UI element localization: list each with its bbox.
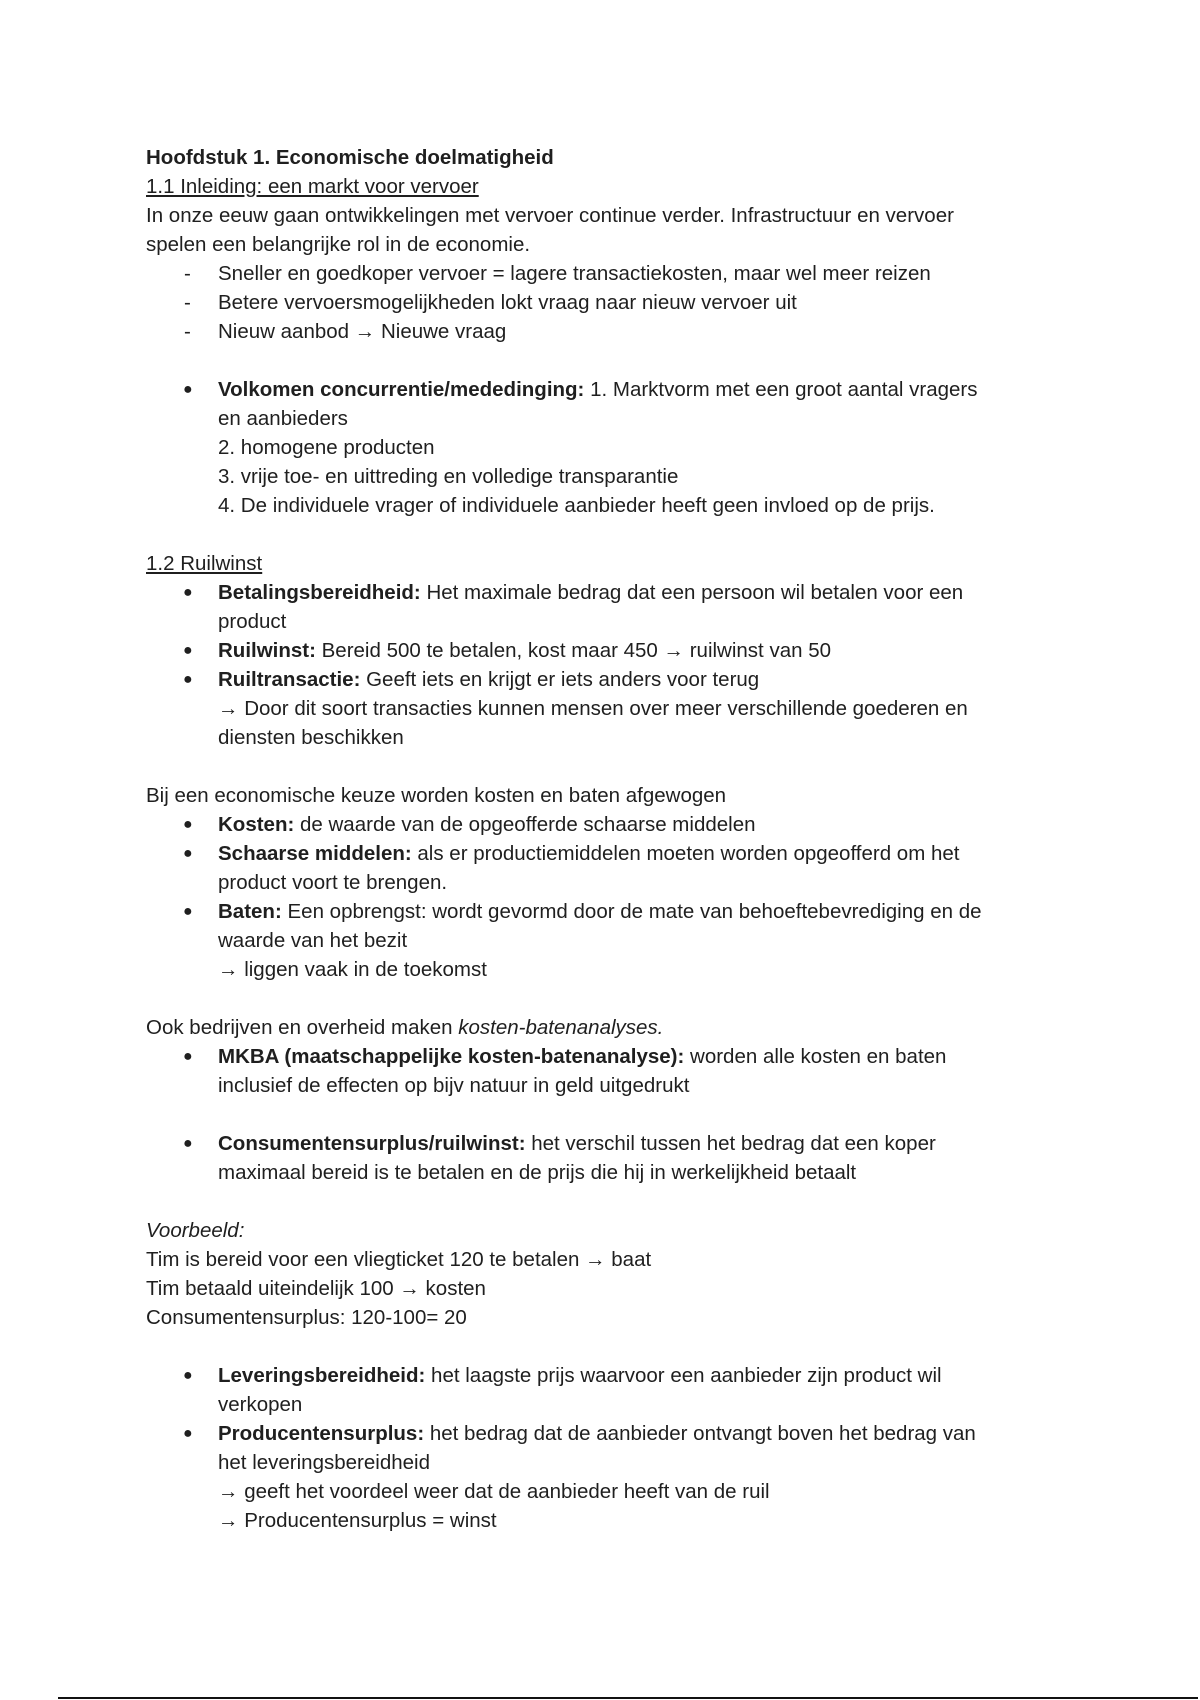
term-mkba: MKBA (maatschappelijke kosten-batenanalyse): xyxy=(218,1045,685,1068)
definition-text: Het maximale bedrag dat een persoon wil betalen voor een xyxy=(420,581,964,604)
bullet-marker: ● xyxy=(183,642,193,659)
bullet-marker: ● xyxy=(183,584,193,601)
intro-line-1: In onze eeuw gaan ontwikkelingen met vervoer continue verder. Infrastructuur en vervoer xyxy=(146,204,954,227)
term-consumentensurplus: Consumentensurplus/ruilwinst: xyxy=(218,1132,526,1155)
bullet-marker: ● xyxy=(183,903,193,920)
definition-text: de waarde van de opgeofferde schaarse middelen xyxy=(294,813,756,836)
bullet-list-ruilwinst xyxy=(146,578,1066,752)
list-item xyxy=(146,288,1066,317)
list-item xyxy=(146,259,1066,288)
definition-text: 2. homogene producten xyxy=(218,436,435,459)
bullet-list-consumentensurplus xyxy=(146,1129,1066,1187)
voorbeeld-line: Tim is bereid voor een vliegticket 120 te betalen → baat xyxy=(146,1248,652,1271)
definition-text: → Door dit soort transacties kunnen mensen over meer verschillende goederen en xyxy=(218,697,968,720)
definition-text: 1. Marktvorm met een groot aantal vragers xyxy=(584,378,978,401)
bullet-list-concurrentie xyxy=(146,375,1066,520)
keuze-intro: Bij een economische keuze worden kosten en baten afgewogen xyxy=(146,784,727,807)
term-producentensurplus: Producentensurplus: xyxy=(218,1422,425,1445)
spacer xyxy=(146,520,1066,549)
dash-marker: - xyxy=(184,291,191,314)
list-item xyxy=(146,839,1066,897)
definition-text: het leveringsbereidheid xyxy=(218,1451,430,1474)
spacer xyxy=(146,752,1066,781)
bullet-marker: ● xyxy=(183,1367,193,1384)
definition-text: het bedrag dat de aanbieder ontvangt boven het bedrag van xyxy=(424,1422,976,1445)
definition-text: → Producentensurplus = winst xyxy=(218,1509,497,1532)
term-baten: Baten: xyxy=(218,900,282,923)
intro-line-2: spelen een belangrijke rol in de economie. xyxy=(146,233,531,256)
analyse-intro-text: Ook bedrijven en overheid maken xyxy=(146,1016,459,1039)
bullet-marker: ● xyxy=(183,1425,193,1442)
bullet-list-mkba xyxy=(146,1042,1066,1100)
term-concurrentie: Volkomen concurrentie/mededinging: xyxy=(218,378,585,401)
section-title-1-2: 1.2 Ruilwinst xyxy=(146,552,263,575)
dash-marker: - xyxy=(184,320,191,343)
bullet-list-producent xyxy=(146,1361,1066,1535)
list-item xyxy=(146,1419,1066,1535)
definition-text: en aanbieders xyxy=(218,407,348,430)
dash-list xyxy=(146,259,1066,346)
definition-text: → liggen vaak in de toekomst xyxy=(218,958,487,981)
definition-text: Geeft iets en krijgt er iets anders voor terug xyxy=(360,668,760,691)
footer-rule xyxy=(58,1697,1198,1699)
definition-text: verkopen xyxy=(218,1393,303,1416)
definition-text: product voort te brengen. xyxy=(218,871,448,894)
list-item xyxy=(146,1361,1066,1419)
list-item xyxy=(146,665,1066,752)
definition-text: het laagste prijs waarvoor een aanbieder zijn product wil xyxy=(425,1364,942,1387)
bullet-marker: ● xyxy=(183,816,193,833)
list-item xyxy=(146,1129,1066,1187)
list-item xyxy=(146,317,1066,346)
list-item-text: Nieuw aanbod → Nieuwe vraag xyxy=(218,320,507,343)
definition-text: Bereid 500 te betalen, kost maar 450 → ruilwinst van 50 xyxy=(315,639,831,662)
list-item-text: Sneller en goedkoper vervoer = lagere transactiekosten, maar wel meer reizen xyxy=(218,262,931,285)
definition-text: maximaal bereid is te betalen en de prijs die hij in werkelijkheid betaalt xyxy=(218,1161,857,1184)
definition-text: waarde van het bezit xyxy=(218,929,408,952)
voorbeeld-label: Voorbeeld: xyxy=(146,1219,245,1242)
bullet-marker: ● xyxy=(183,381,193,398)
definition-text: inclusief de effecten op bijv natuur in geld uitgedrukt xyxy=(218,1074,690,1097)
spacer xyxy=(146,984,1066,1013)
definition-text: → geeft het voordeel weer dat de aanbieder heeft van de ruil xyxy=(218,1480,770,1503)
term-ruiltransactie: Ruiltransactie: xyxy=(218,668,361,691)
definition-text: product xyxy=(218,610,287,633)
spacer xyxy=(146,1100,1066,1129)
definition-text: het verschil tussen het bedrag dat een koper xyxy=(525,1132,936,1155)
analyse-intro-italic: kosten-batenanalyses. xyxy=(458,1016,664,1039)
definition-text: als er productiemiddelen moeten worden opgeofferd om het xyxy=(411,842,960,865)
chapter-heading: Hoofdstuk 1. Economische doelmatigheid xyxy=(146,146,554,169)
term-schaarse-middelen: Schaarse middelen: xyxy=(218,842,412,865)
bullet-marker: ● xyxy=(183,1048,193,1065)
bullet-list-keuze xyxy=(146,810,1066,984)
definition-text: worden alle kosten en baten xyxy=(684,1045,947,1068)
list-item xyxy=(146,636,1066,665)
list-item-text: Betere vervoersmogelijkheden lokt vraag naar nieuw vervoer uit xyxy=(218,291,797,314)
spacer xyxy=(146,1187,1066,1216)
definition-text: Een opbrengst: wordt gevormd door de mate van behoeftebevrediging en de xyxy=(281,900,982,923)
term-betalingsbereidheid: Betalingsbereidheid: xyxy=(218,581,421,604)
analyse-intro xyxy=(146,1013,1066,1042)
section-title-1-1: 1.1 Inleiding: een markt voor vervoer xyxy=(146,175,479,198)
spacer xyxy=(146,1332,1066,1361)
bullet-marker: ● xyxy=(183,1135,193,1152)
list-item xyxy=(146,810,1066,839)
document-page xyxy=(146,143,1066,1535)
definition-text: 3. vrije toe- en uittreding en volledige transparantie xyxy=(218,465,679,488)
dash-marker: - xyxy=(184,262,191,285)
term-ruilwinst: Ruilwinst: xyxy=(218,639,316,662)
bullet-marker: ● xyxy=(183,671,193,688)
definition-text: 4. De individuele vrager of individuele aanbieder heeft geen invloed op de prijs. xyxy=(218,494,935,517)
list-item xyxy=(146,897,1066,984)
voorbeeld-line: Tim betaald uiteindelijk 100 → kosten xyxy=(146,1277,486,1300)
bullet-marker: ● xyxy=(183,845,193,862)
term-leveringsbereidheid: Leveringsbereidheid: xyxy=(218,1364,426,1387)
definition-text: diensten beschikken xyxy=(218,726,404,749)
list-item xyxy=(146,578,1066,636)
spacer xyxy=(146,346,1066,375)
list-item xyxy=(146,1042,1066,1100)
voorbeeld-line: Consumentensurplus: 120-100= 20 xyxy=(146,1306,467,1329)
term-kosten: Kosten: xyxy=(218,813,295,836)
list-item xyxy=(146,375,1066,520)
